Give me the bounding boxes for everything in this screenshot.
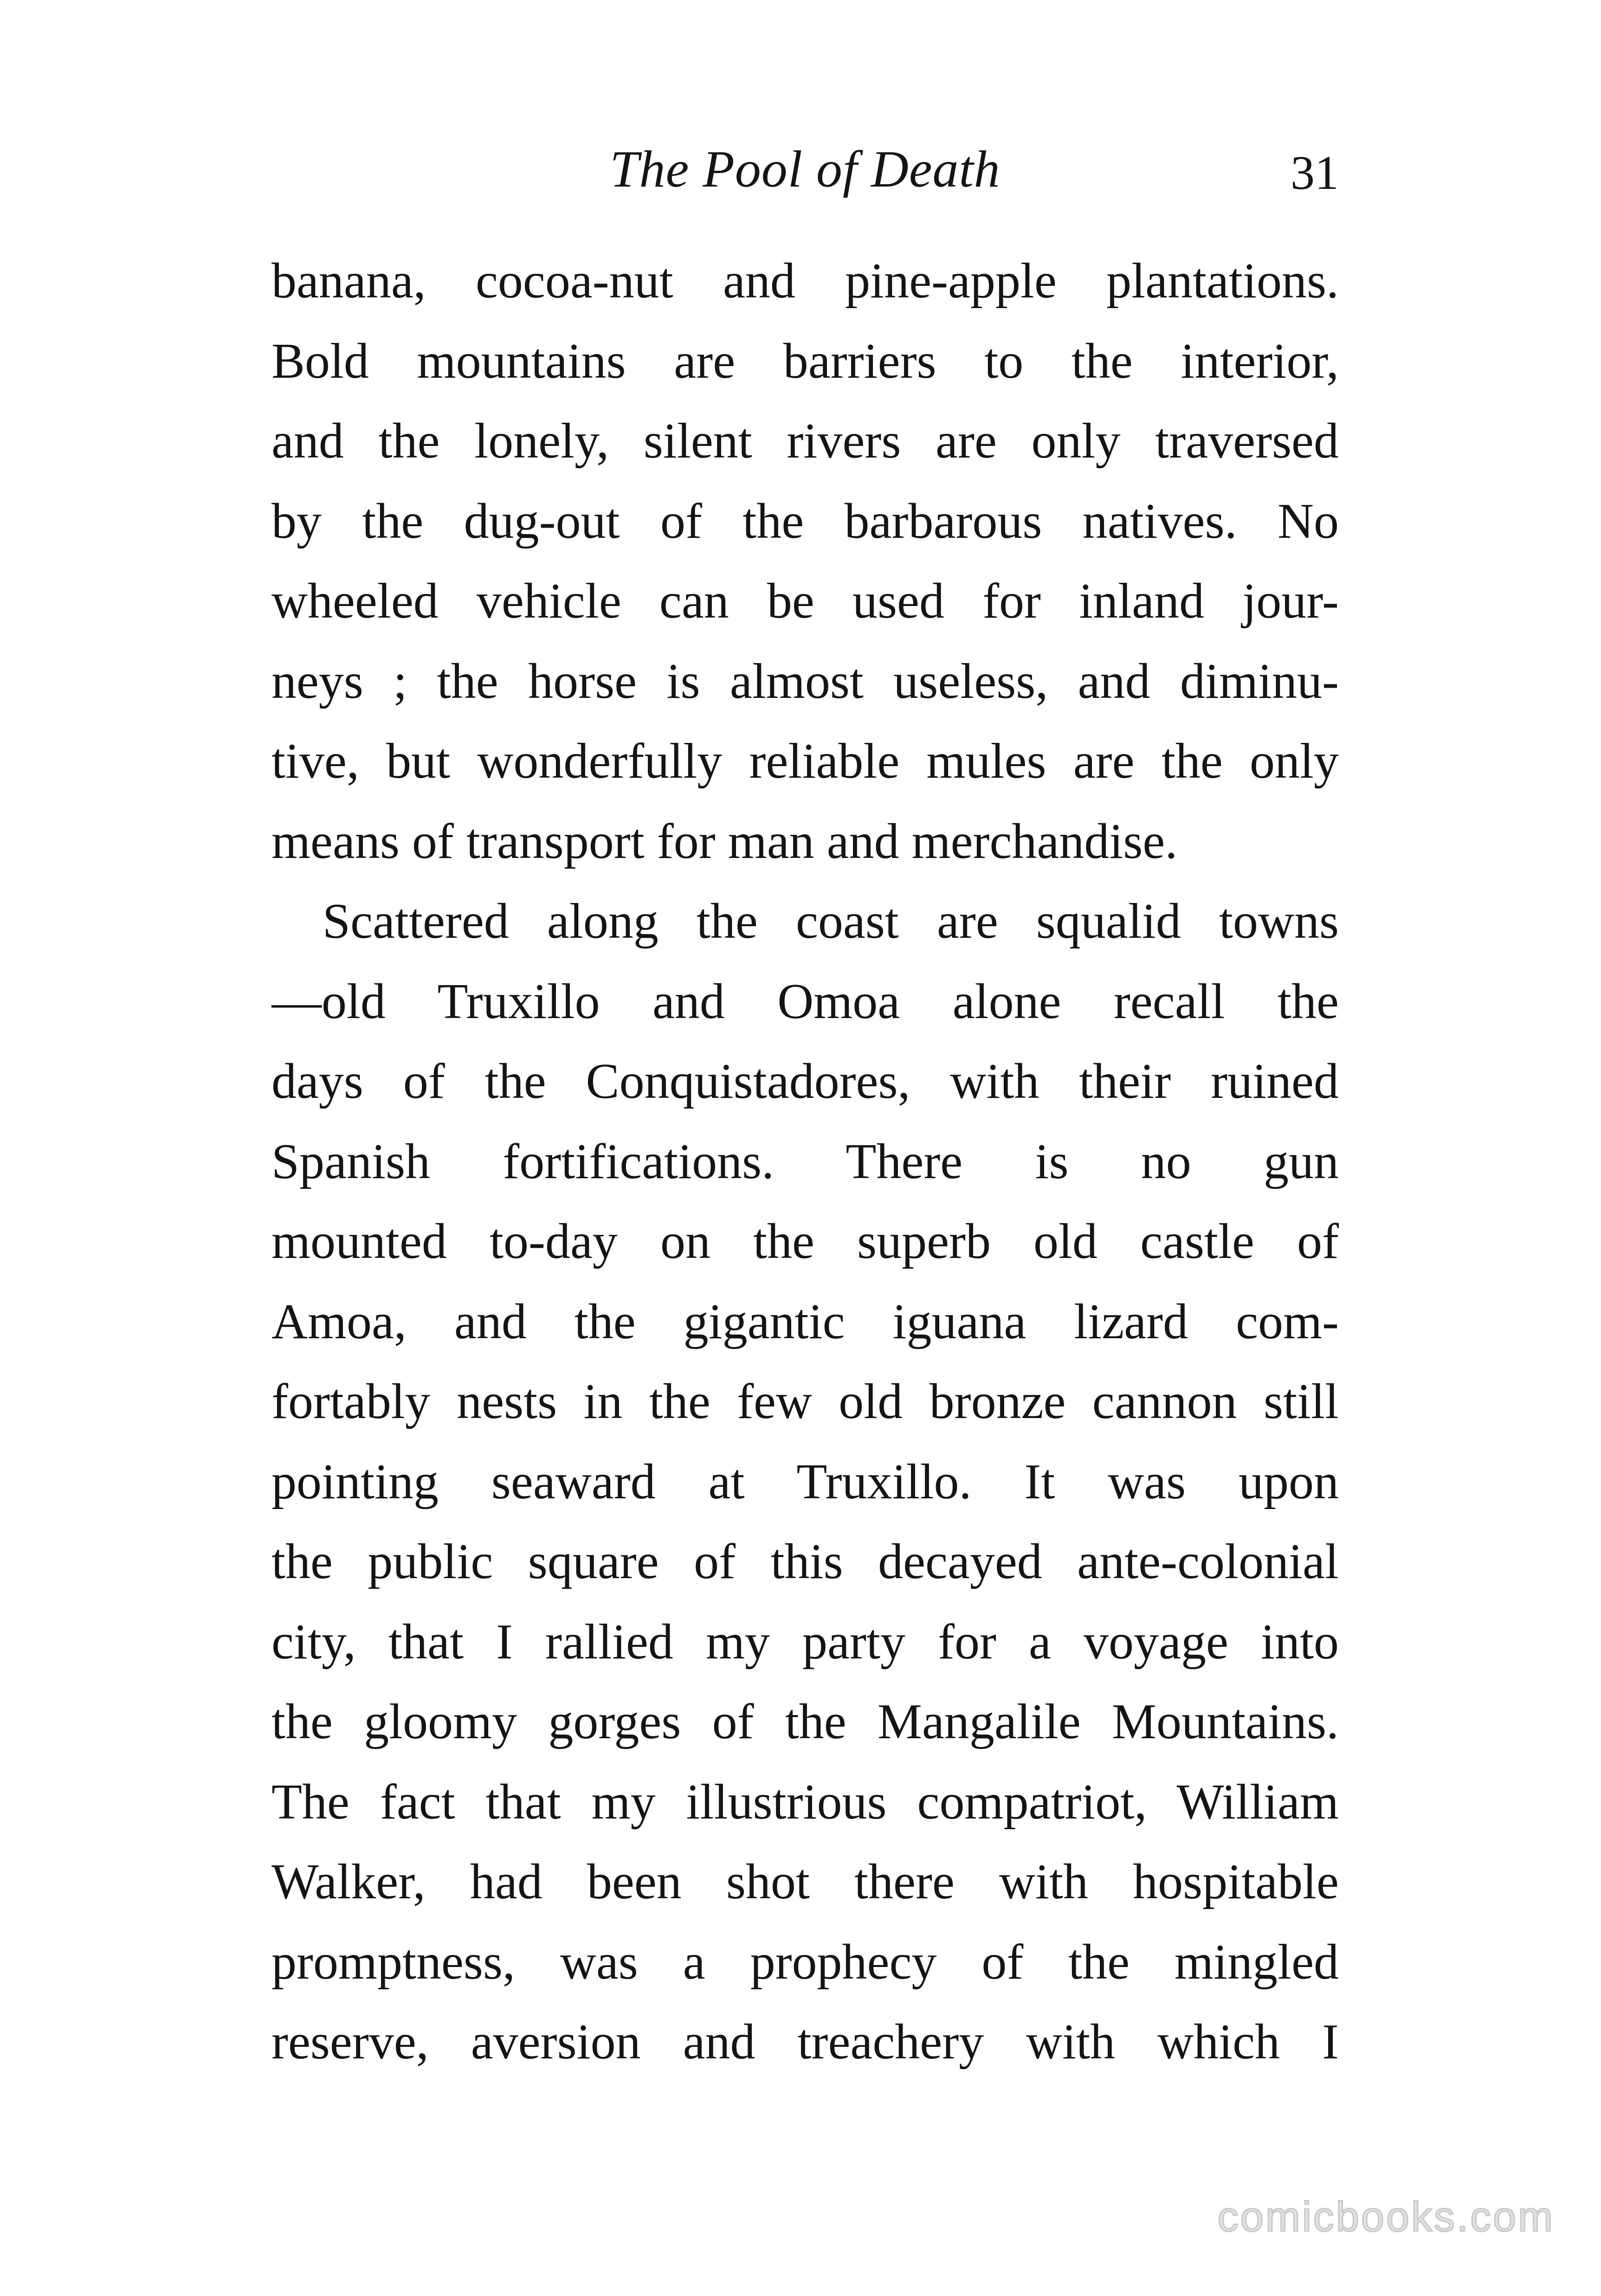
paragraph-first-line: Scattered along the coast are squalid towns — [323, 894, 1339, 949]
text-line: reserve, aversion and treachery with which I — [271, 2014, 1339, 2070]
text-line: the gloomy gorges of the Mangalile Mountains. — [271, 1694, 1339, 1749]
text-line: by the dug-out of the barbarous natives. No — [271, 493, 1339, 549]
text-line: days of the Conquistadores, with their ruined — [271, 1054, 1339, 1109]
text-line: wheeled vehicle can be used for inland jour- — [271, 574, 1339, 629]
text-line: the public square of this decayed ante-colonial — [271, 1534, 1339, 1589]
text-line: promptness, was a prophecy of the mingled — [271, 1934, 1339, 1990]
running-head — [271, 135, 1339, 204]
text-line: mounted to-day on the superb old castle of — [271, 1214, 1339, 1269]
text-line: city, that I rallied my party for a voyage into — [271, 1614, 1339, 1670]
text-line: The fact that my illustrious compatriot, William — [271, 1774, 1339, 1830]
running-title: The Pool of Death — [610, 141, 1001, 198]
text-line: fortably nests in the few old bronze cannon still — [271, 1374, 1339, 1429]
text-line: means of transport for man and merchandise. — [271, 813, 1178, 869]
text-line: neys ; the horse is almost useless, and diminu- — [271, 653, 1339, 709]
page-number: 31 — [1291, 146, 1339, 200]
text-line: pointing seaward at Truxillo. It was upon — [271, 1454, 1339, 1509]
body-text — [271, 241, 1339, 2083]
text-line: —old Truxillo and Omoa alone recall the — [271, 974, 1339, 1029]
watermark: comicbooks.com — [1217, 2194, 1555, 2240]
text-line: Walker, had been shot there with hospitable — [271, 1854, 1339, 1909]
text-line: Spanish fortifications. There is no gun — [271, 1134, 1339, 1189]
text-line: Amoa, and the gigantic iguana lizard com- — [271, 1294, 1339, 1349]
text-line: tive, but wonderfully reliable mules are the only — [271, 734, 1339, 789]
text-line: Bold mountains are barriers to the interior, — [271, 333, 1339, 389]
text-line: banana, cocoa-nut and pine-apple plantations. — [271, 253, 1339, 309]
text-line: and the lonely, silent rivers are only traversed — [271, 413, 1339, 469]
